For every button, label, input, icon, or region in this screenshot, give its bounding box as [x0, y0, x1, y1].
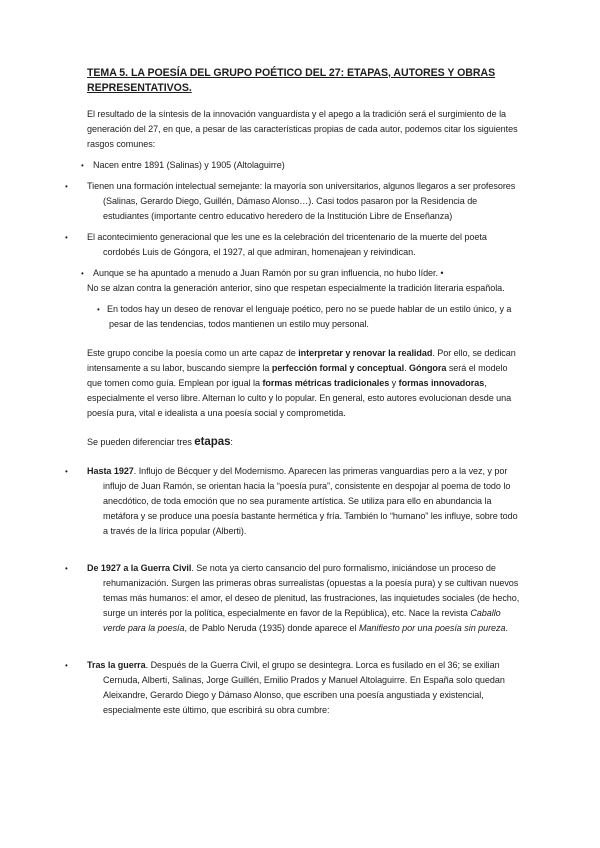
list-item: • En todos hay un deseo de renovar el lenguaje poético, pero no se puede hablar de un estilo único, y a pesar de las tendencias, todos mantienen un estilo muy personal.	[97, 304, 512, 329]
bullet-icon: •	[97, 305, 100, 314]
list-item: • Nacen entre 1891 (Salinas) y 1905 (Altolaguirre)	[87, 158, 521, 173]
etapas-heading: Se pueden diferenciar tres etapas:	[87, 436, 233, 448]
stage-item: • Hasta 1927. Influjo de Bécquer y del Modernismo. Aparecen las primeras vanguardias pero a la vez, y por influjo de Juan Ramón, se orientan hacia la “poesía pura”, consistente en despojar al poema de todo lo anecdótico, de toda emoción que no sea puramente artística. Se utiliza para ello en abundancia la metáfora y se produce una poesía bastante hermética y fría. También lo “humano” les influye, sobre todo a través de la lírica popular (Alberti).	[87, 464, 521, 539]
stage-item: • De 1927 a la Guerra Civil. Se nota ya cierto cansancio del puro formalismo, iniciándose un proceso de rehumanización. Surgen las primeras obras surrealistas (opuestas a la poesía pura) y se cultivan nuevos temas más humanos: el amor, el deseo de plenitud, las frustraciones, las inquietudes sociales (de hecho, surge un interés por la política, especialmente en favor de la República), etc. Nace la revista Caballo verde para la poesía, de Pablo Neruda (1935) donde aparece el Manifiesto por una poesía sin pureza.	[87, 561, 521, 636]
concept-paragraph: Este grupo concibe la poesía como un arte capaz de interpretar y renovar la realidad. Por ello, se dedican intensamente a su labor, buscando siempre la perfección formal y conceptual. Góngora será el modelo que tomen como guía. Emplean por igual la formas métricas tradicionales y formas innovadoras, especialmente el verso libre. Alternan lo culto y lo popular. En general, esto autores evolucionan desde una poesía pura, vital e idealista a una poesía social y comprometida.	[87, 348, 516, 418]
bullet-icon: •	[81, 269, 84, 278]
stage-item: • Tras la guerra. Después de la Guerra Civil, el grupo se desintegra. Lorca es fusilado en el 36; se exilian Cernuda, Alberti, Salinas, Jorge Guillén, Emilio Prados y Manuel Altolaguirre. En España solo quedan Aleixandre, Gerardo Diego y Dámaso Alonso, que escriben una poesía angustiada y existencial, especialmente este último, que escribirá su obra cumbre:	[87, 658, 521, 718]
document-title: TEMA 5. LA POESÍA DEL GRUPO POÉTICO DEL 27: ETAPAS, AUTORES Y OBRAS REPRESENTATIVOS.	[87, 67, 496, 94]
list-item: • Tienen una formación intelectual semejante: la mayoría son universitarios, algunos llegaros a ser profesores (Salinas, Gerardo Diego, Guillén, Dámaso Alonso…). Casi todos pasaron por la Residencia de estudiantes (importante centro educativo heredero de la Institución Libre de Enseñanza)	[87, 179, 521, 224]
features-list	[81, 158, 521, 332]
document-content	[81, 66, 521, 740]
intro-paragraph: El resultado de la síntesis de la innovación vanguardista y el apego a la tradición será el surgimiento de la generación del 27, en que, a pesar de las características propias de cada autor, podemos citar los siguientes rasgos comunes:	[87, 109, 518, 149]
list-item: • Aunque se ha apuntado a menudo a Juan Ramón por su gran influencia, no hubo líder. • No se alzan contra la generación anterior, sino que respetan especialmente la tradición literaria española.	[81, 268, 505, 293]
list-item: • El acontecimiento generacional que les une es la celebración del tricentenario de la muerte del poeta cordobés Luis de Góngora, el 1927, al que admiran, homenajean y reivindican.	[87, 230, 521, 260]
stages-list	[87, 464, 521, 718]
